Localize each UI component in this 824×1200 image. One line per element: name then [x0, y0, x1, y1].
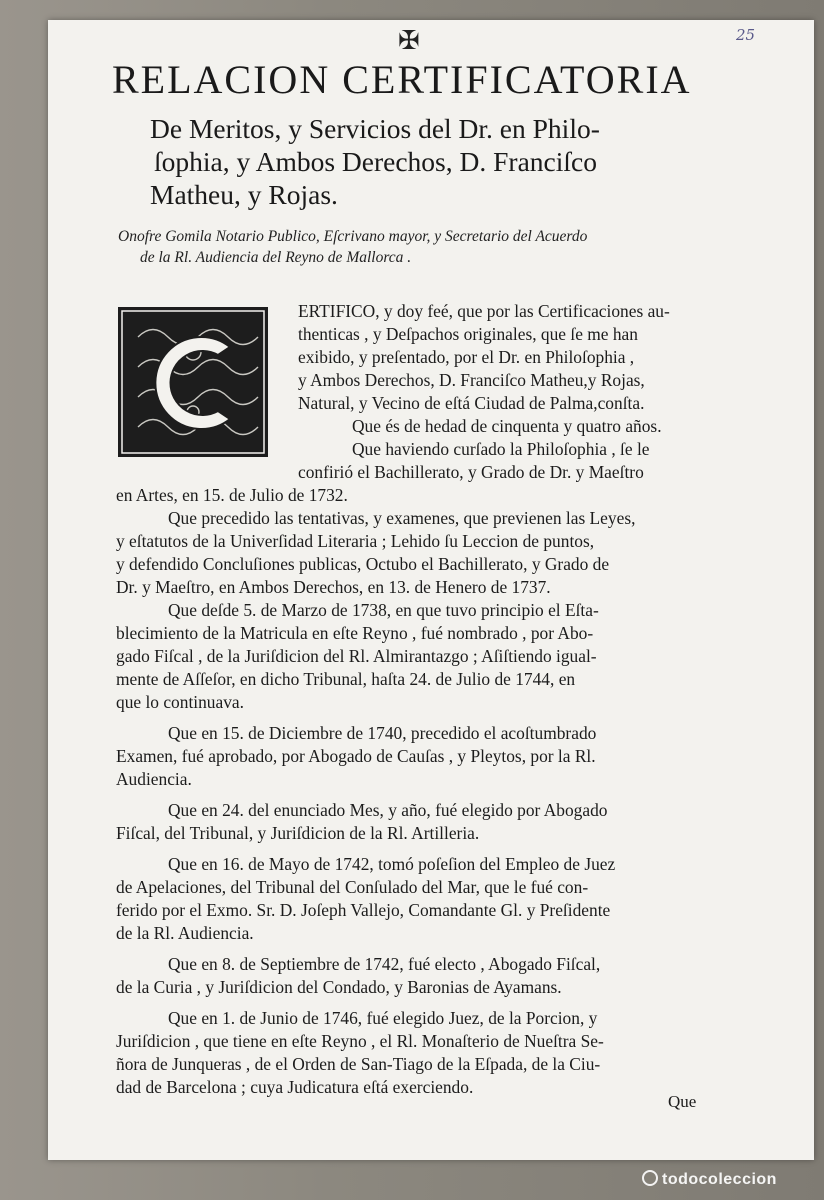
watermark	[642, 1170, 777, 1189]
body-line: Natural, y Vecino de eſtá Ciudad de Palma,conſta.	[298, 393, 645, 413]
body-line: y defendido Concluſiones publicas, Octubo el Bachillerato, y Grado de	[116, 554, 610, 574]
watermark-logo-icon	[642, 1170, 658, 1186]
body-line: y eſtatutos de la Univerſidad Literaria ; Lehido ſu Leccion de puntos,	[116, 531, 595, 551]
body-line: Que en 8. de Septiembre de 1742, fué electo , Abogado Fiſcal,	[168, 954, 601, 974]
body-line: Que haviendo curſado la Philoſophia , ſe le	[352, 439, 650, 459]
body-line: Examen, fué aprobado, por Abogado de Cauſas , y Pleytos, por la Rl.	[116, 746, 596, 766]
body-line: ERTIFICO, y doy feé, que por las Certificaciones au-	[298, 301, 670, 321]
subtitle-line: ſophia, y Ambos Derechos, D. Franciſco	[154, 146, 597, 177]
body-line: y Ambos Derechos, D. Franciſco Matheu,y Rojas,	[298, 370, 645, 390]
page-number: 25	[736, 26, 756, 44]
watermark-text: todocoleccion	[662, 1171, 777, 1188]
subtitle-line: Matheu, y Rojas.	[150, 179, 338, 210]
body-line: en Artes, en 15. de Julio de 1732.	[116, 485, 348, 505]
catchword: Que	[668, 1092, 697, 1111]
body-line: confirió el Bachillerato, y Grado de Dr. y Maeſtro	[298, 462, 644, 482]
body-line: de la Rl. Audiencia.	[116, 923, 254, 943]
body-line: Fiſcal, del Tribunal, y Juriſdicion de la Rl. Artilleria.	[116, 823, 480, 843]
body-line: dad de Barcelona ; cuya Judicatura eſtá exerciendo.	[116, 1077, 474, 1097]
cross-icon: ✠	[398, 26, 420, 56]
notary-line-2: de la Rl. Audiencia del Reyno de Mallorca .	[140, 249, 412, 266]
body-line: de Apelaciones, del Tribunal del Conſulado del Mar, que le fué con-	[116, 877, 589, 897]
body-line: ferido por el Exmo. Sr. D. Joſeph Vallejo, Comandante Gl. y Preſidente	[116, 900, 611, 920]
body-line: Que precedido las tentativas, y examenes, que previenen las Leyes,	[168, 508, 636, 528]
body-line: Que en 24. del enunciado Mes, y año, fué elegido por Abogado	[168, 800, 608, 820]
document-subtitle	[150, 112, 720, 211]
body-line: Dr. y Maeſtro, en Ambos Derechos, en 13. de Henero de 1737.	[116, 577, 551, 597]
body-line: blecimiento de la Matricula en eſte Reyno , fué nombrado , por Abo-	[116, 623, 594, 643]
body-line: gado Fiſcal , de la Juriſdicion del Rl. Almirantazgo ; Aſiſtiendo igual-	[116, 646, 597, 666]
body-line: de la Curia , y Juriſdicion del Condado, y Baronias de Ayamans.	[116, 977, 562, 997]
body-line: Audiencia.	[116, 769, 192, 789]
body-line: thenticas , y Deſpachos originales, que ſe me han	[298, 324, 638, 344]
body-line: Que en 1. de Junio de 1746, fué elegido Juez, de la Porcion, y	[168, 1008, 598, 1028]
body-line: Que en 16. de Mayo de 1742, tomó poſeſion del Empleo de Juez	[168, 854, 616, 874]
document-title: RELACION CERTIFICATORIA	[112, 57, 692, 102]
body-line: Que és de hedad de cinquenta y quatro años.	[352, 416, 662, 436]
body-line: que lo continuava.	[116, 692, 244, 712]
notary-line-1: Onofre Gomila Notario Publico, Eſcrivano mayor, y Secretario del Acuerdo	[118, 228, 588, 245]
notary-line	[118, 226, 718, 268]
body-line: Que en 15. de Diciembre de 1740, precedido el acoſtumbrado	[168, 723, 597, 743]
body-line: exibido, y preſentado, por el Dr. en Philoſophia ,	[298, 347, 635, 367]
certification-body	[116, 300, 720, 1099]
body-line: Juriſdicion , que tiene en eſte Reyno , el Rl. Monaſterio de Nueſtra Se-	[116, 1031, 604, 1051]
body-line: ñora de Junqueras , de el Orden de San-Tiago de la Eſpada, de la Ciu-	[116, 1054, 601, 1074]
body-line: mente de Aſſeſor, en dicho Tribunal, haſta 24. de Julio de 1744, en	[116, 669, 576, 689]
subtitle-line: De Meritos, y Servicios del Dr. en Philo-	[150, 113, 600, 144]
body-line: Que deſde 5. de Marzo de 1738, en que tuvo principio el Eſta-	[168, 600, 599, 620]
